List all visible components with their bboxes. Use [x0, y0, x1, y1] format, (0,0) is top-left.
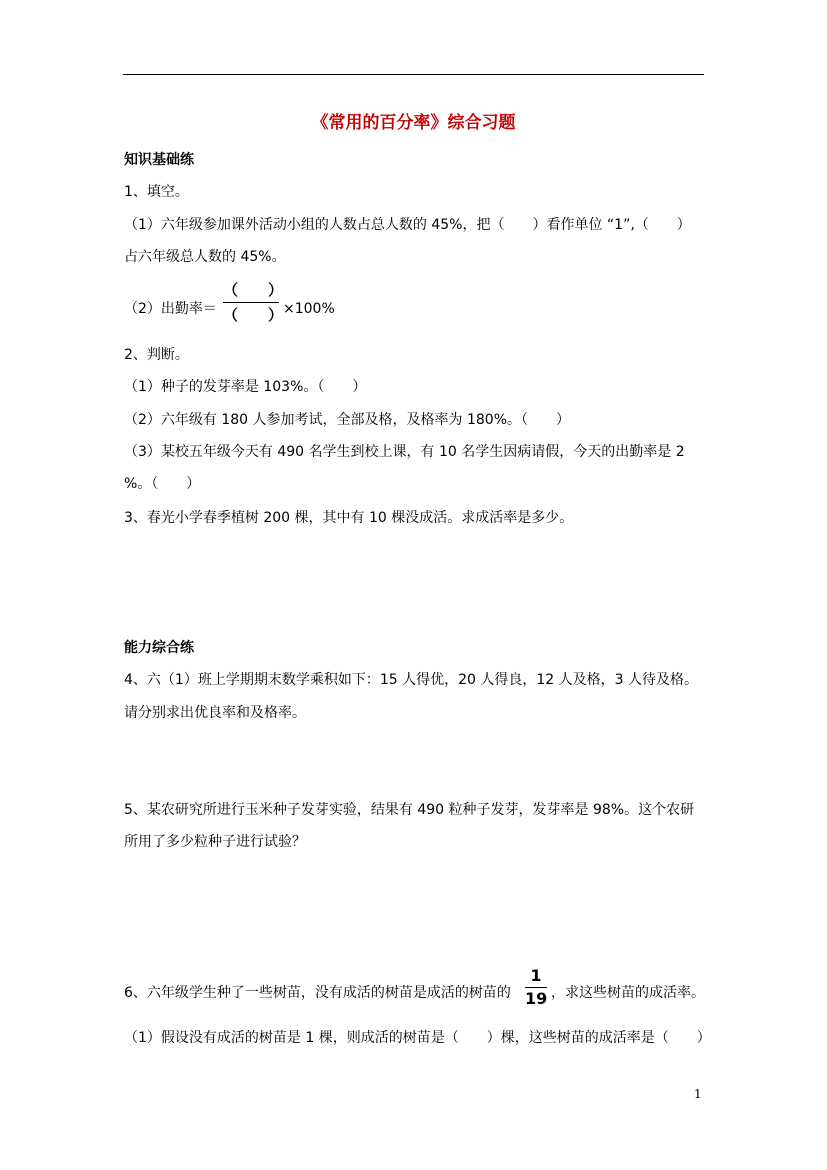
question-1-part-1-line-1: （1）六年级参加课外活动小组的人数占总人数的 45%，把（ ）看作单位 “1”,（ ） [124, 217, 691, 233]
page-title: 《常用的百分率》综合习题 [311, 113, 516, 133]
fraction-numerator-blank: （ ） [223, 281, 284, 299]
question-6-part-1: （1）假设没有成活的树苗是 1 棵，则成活的树苗是（ ）棵，这些树苗的成活率是（ ） [124, 1030, 711, 1046]
section-heading-basic: 知识基础练 [124, 152, 194, 168]
question-6-fraction-denominator: 19 [525, 989, 548, 1008]
question-2-part-3-line-2: %。（ ） [124, 476, 201, 492]
question-5-line-1: 5、某农研究所进行玉米种子发芽实验，结果有 490 粒种子发芽，发芽率是 98%。这个农研 [124, 802, 695, 818]
question-2-label: 2、判断。 [124, 347, 189, 363]
question-1-part-2-suffix: ×100% [283, 301, 335, 317]
question-2-part-1: （1）种子的发芽率是 103%。（ ） [124, 379, 367, 395]
question-2-part-3-line-1: （3）某校五年级今天有 490 名学生到校上课，有 10 名学生因病请假，今天的出勤率是 2 [124, 444, 685, 460]
page-number: 1 [694, 1087, 702, 1101]
question-3: 3、春光小学春季植树 200 棵，其中有 10 棵没成活。求成活率是多少。 [124, 510, 574, 526]
fraction-bar [223, 302, 279, 303]
fraction-denominator-blank: （ ） [223, 306, 284, 324]
question-4-line-2: 请分别求出优良率和及格率。 [124, 705, 306, 721]
section-heading-ability: 能力综合练 [124, 640, 194, 656]
attendance-fraction [223, 281, 284, 324]
question-4-line-1: 4、六（1）班上学期期末数学乘积如下：15 人得优，20 人得良，12 人及格，3 人待及格。 [124, 672, 698, 688]
question-2-part-2: （2）六年级有 180 人参加考试，全部及格，及格率为 180%。（ ） [124, 412, 571, 428]
question-6-fraction [525, 967, 547, 1008]
question-5-line-2: 所用了多少粒种子进行试验？ [124, 834, 306, 850]
question-6-suffix: ，求这些树苗的成活率。 [551, 985, 705, 1001]
question-1-part-1-line-2: 占六年级总人数的 45%。 [124, 249, 286, 265]
header-rule [123, 74, 704, 75]
question-1-part-2-prefix: （2）出勤率＝ [124, 301, 217, 317]
question-1-label: 1、填空。 [124, 184, 189, 200]
question-6-prefix: 6、六年级学生种了一些树苗，没有成活的树苗是成活的树苗的 [124, 985, 511, 1001]
question-6-fraction-numerator: 1 [530, 966, 542, 985]
question-6-fraction-bar [525, 987, 547, 988]
